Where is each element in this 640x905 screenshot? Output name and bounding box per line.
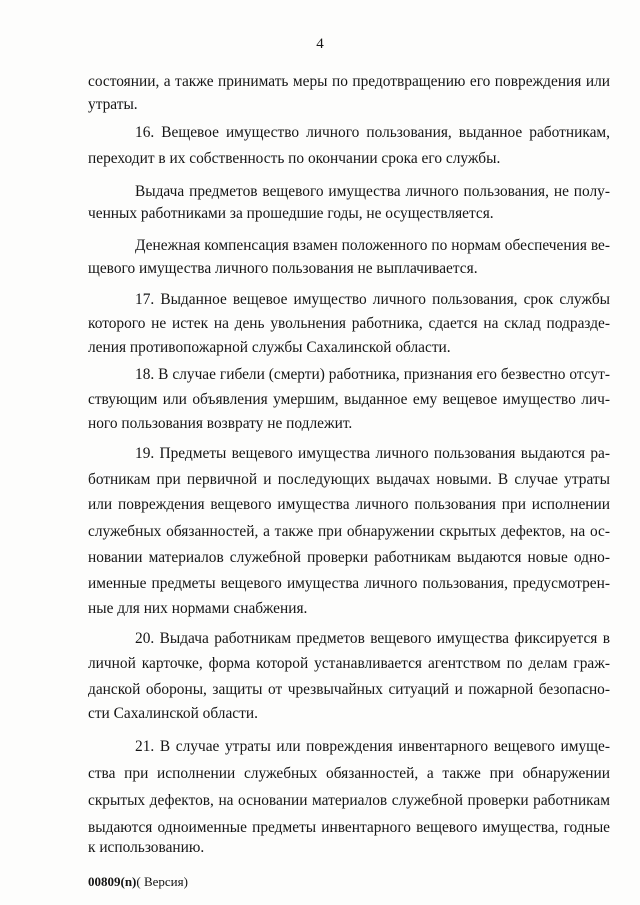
- paragraph-16b-line: Выдача предметов вещевого имущества личного пользования, не полу-: [135, 183, 610, 200]
- paragraph-18-line: ствующим или объявления умершим, выданное ему вещевое имущество лич-: [88, 391, 610, 408]
- paragraph-19-line: ные для них нормами снабжения.: [88, 600, 308, 617]
- paragraph-18-line: 18. В случае гибели (смерти) работника, признания его безвестно отсут-: [135, 366, 610, 383]
- paragraph-20-line: данской обороны, защиты от чрезвычайных ситуаций и пожарной безопасно-: [88, 681, 610, 698]
- paragraph-19-line: 19. Предметы вещевого имущества личного пользования выдаются ра-: [135, 445, 610, 462]
- text-line: утраты.: [88, 96, 138, 113]
- paragraph-21-line: ства при исполнении служебных обязанностей, а также при обнаружении: [88, 765, 610, 782]
- paragraph-20-line: личной карточке, форма которой устанавливается агентством по делам граж-: [88, 655, 610, 672]
- paragraph-21-line: к использованию.: [88, 839, 205, 856]
- paragraph-19-line: или повреждения вещевого имущества личного пользования при исполнении: [88, 496, 610, 513]
- footer-version: ( Версия): [136, 874, 188, 889]
- paragraph-17-line: которого не истек на день увольнения работника, сдается на склад подразде-: [88, 315, 610, 332]
- paragraph-20-line: сти Сахалинской области.: [88, 705, 258, 722]
- page-number: 4: [316, 36, 324, 52]
- paragraph-18-line: ного пользования возврату не подлежит.: [88, 415, 353, 432]
- paragraph-20-line: 20. Выдача работникам предметов вещевого имущества фиксируется в: [135, 630, 610, 647]
- paragraph-19-line: ботникам при первичной и последующих выдачах новыми. В случае утраты: [88, 471, 610, 488]
- text-line: состоянии, а также принимать меры по предотвращению его повреждения или: [88, 73, 610, 90]
- paragraph-19-line: именные предметы вещевого имущества личного пользования, предусмотрен-: [88, 575, 610, 592]
- paragraph-16b-line: ченных работниками за прошедшие годы, не осуществляется.: [88, 205, 494, 222]
- paragraph-16-line: переходит в их собственность по окончании срока его службы.: [88, 150, 501, 167]
- paragraph-21-line: скрытых дефектов, на основании материалов служебной проверки работникам: [88, 792, 610, 809]
- paragraph-17-line: 17. Выданное вещевое имущество личного пользования, срок службы: [135, 291, 610, 308]
- paragraph-16-line: 16. Вещевое имущество личного пользования, выданное работникам,: [135, 124, 610, 141]
- paragraph-21-line: 21. В случае утраты или повреждения инвентарного вещевого имуще-: [135, 738, 610, 755]
- paragraph-16c-line: щевого имущества личного пользования не выплачивается.: [88, 260, 478, 277]
- footer-code: 00809(n): [88, 874, 137, 889]
- paragraph-17-line: ления противопожарной службы Сахалинской области.: [88, 339, 451, 356]
- paragraph-19-line: новании материалов служебной проверки работникам выдаются новые одно-: [88, 549, 610, 566]
- paragraph-21-line: выдаются одноименные предметы инвентарного вещевого имущества, годные: [88, 819, 610, 836]
- paragraph-16c-line: Денежная компенсация взамен положенного по нормам обеспечения ве-: [135, 237, 610, 254]
- document-footer: [88, 874, 188, 890]
- paragraph-19-line: служебных обязанностей, а также при обнаружении скрытых дефектов, на ос-: [88, 523, 610, 540]
